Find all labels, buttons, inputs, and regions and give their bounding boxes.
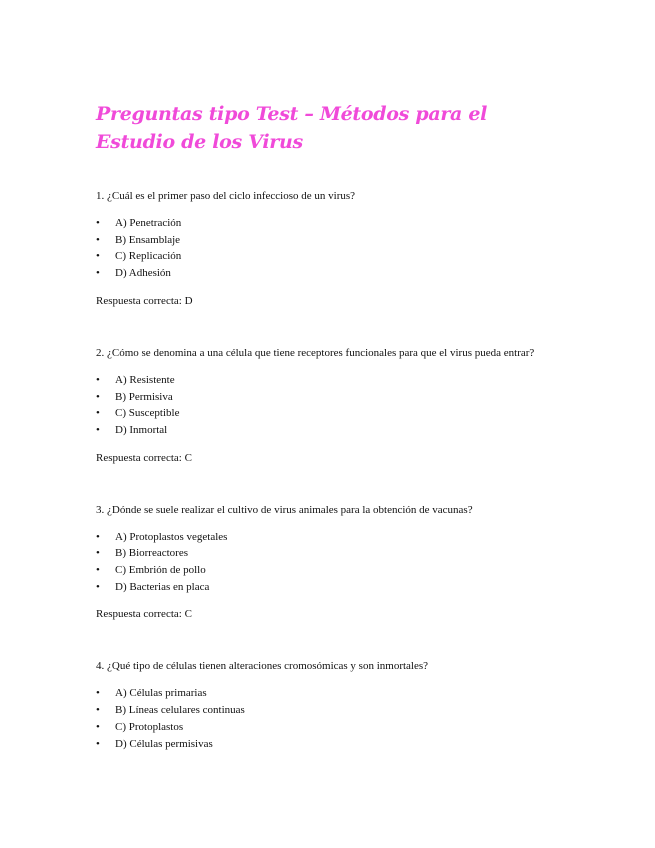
option-item [96,702,566,719]
bullet-icon: • [96,390,100,403]
bullet-icon: • [96,530,100,543]
bullet-icon: • [96,267,100,280]
option-item [96,422,566,439]
options-list [96,372,566,439]
document-page [96,100,566,752]
option-item [96,248,566,265]
bullet-icon: • [96,233,100,246]
option-label: B) Biorreactores [115,547,188,560]
question-block-2 [96,345,566,466]
bullet-icon: • [96,217,100,229]
bullet-icon: • [96,580,100,593]
option-label: D) Células permisivas [115,737,213,750]
option-item [96,545,566,562]
option-label: C) Protoplastos [115,720,184,733]
bullet-icon: • [96,564,100,577]
question-text: 3. ¿Dónde se suele realizar el cultivo de virus animales para la obtención de vacunas? [96,503,473,516]
option-item [96,579,566,596]
option-label: C) Embrión de pollo [115,564,206,577]
options-list [96,215,566,282]
option-item [96,215,566,232]
bullet-icon: • [96,704,100,717]
option-label: C) Susceptible [115,407,180,420]
option-label: D) Bacterias en placa [115,580,210,593]
option-item [96,562,566,579]
bullet-icon: • [96,423,100,436]
question-block-1 [96,188,566,309]
correct-answer: Respuesta correcta: C [96,451,192,464]
option-label: A) Células primarias [115,687,207,700]
option-label: A) Penetración [115,217,182,229]
bullet-icon: • [96,373,100,386]
bullet-icon: • [96,547,100,560]
question-text: 2. ¿Cómo se denomina a una célula que tiene receptores funcionales para que el virus pueda entrar? [96,346,535,359]
option-label: A) Protoplastos vegetales [115,530,228,543]
option-item [96,685,566,702]
question-block-3 [96,502,566,623]
correct-answer: Respuesta correcta: D [96,294,193,307]
option-item [96,265,566,282]
option-item [96,232,566,249]
option-item [96,405,566,422]
options-list [96,529,566,596]
option-label: D) Adhesión [115,267,171,280]
bullet-icon: • [96,687,100,700]
option-item [96,389,566,406]
document-title: Preguntas tipo Test – Métodos para el Estudio de los Virus [96,103,488,153]
option-item [96,529,566,546]
question-block-4 [96,658,566,752]
correct-answer: Respuesta correcta: C [96,608,192,621]
option-item [96,719,566,736]
options-list [96,685,566,752]
option-label: D) Inmortal [115,423,168,436]
bullet-icon: • [96,407,100,420]
option-label: A) Resistente [115,373,175,386]
question-text: 4. ¿Qué tipo de células tienen alteraciones cromosómicas y son inmortales? [96,660,429,673]
bullet-icon: • [96,250,100,263]
option-label: C) Replicación [115,250,182,263]
bullet-icon: • [96,720,100,733]
bullet-icon: • [96,737,100,750]
option-item [96,372,566,389]
option-label: B) Ensamblaje [115,233,181,246]
option-label: B) Permisiva [115,390,173,403]
option-item [96,736,566,753]
option-label: B) Líneas celulares continuas [115,704,245,717]
question-text: 1. ¿Cuál es el primer paso del ciclo infeccioso de un virus? [96,190,356,202]
